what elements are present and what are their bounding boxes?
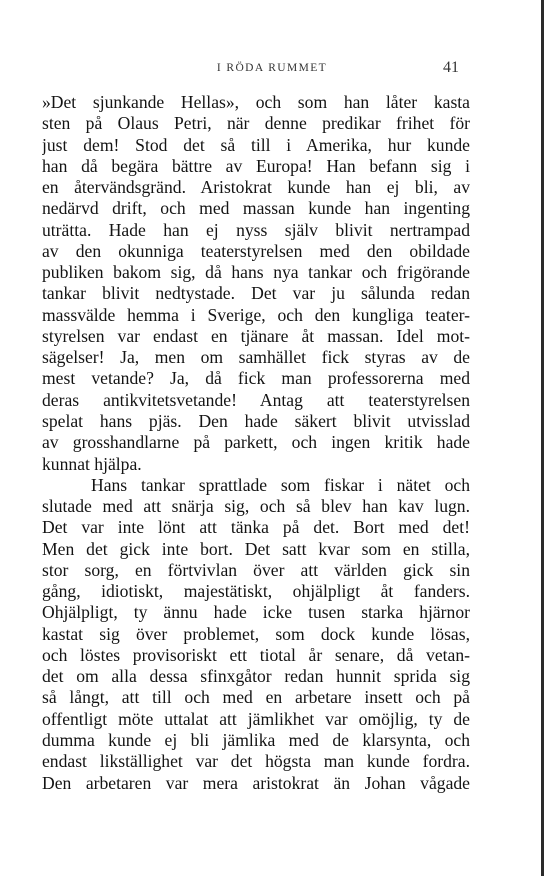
text-line: uträtta. Hade han ej nyss själv blivit nertrampad [42, 219, 470, 240]
text-line: kastat sig över problemet, som dock kunde lösas, [42, 623, 470, 644]
text-line: offentligt möte uttalat att jämlikhet var omöjlig, ty de [42, 708, 470, 729]
text-line: nedärvd drift, och med massan kunde han ingenting [42, 198, 470, 219]
text-line: stor sorg, en förtvivlan över att världen gick sin [42, 559, 470, 580]
text-line: massvälde hemma i Sverige, och den kungliga teater- [42, 304, 470, 325]
text-line: deras antikvitetsvetande! Antag att teaterstyrelsen [42, 389, 470, 410]
text-line: sten på Olaus Petri, när denne predikar frihet för [42, 113, 470, 134]
text-line: just dem! Stod det så till i Amerika, hur kunde [42, 134, 470, 155]
text-line: mest vetande? Ja, då fick man professorerna med [42, 368, 470, 389]
text-line: endast likställighet var det högsta man kunde fordra. [42, 751, 470, 772]
body-text [42, 92, 470, 794]
text-line: slutade med att snärja sig, och så blev han kav lugn. [42, 496, 470, 517]
text-line: styrelsen var endast en tjänare åt massan. Idel mot- [42, 325, 470, 346]
text-line: Det var inte lönt att tänka på det. Bort med det! [42, 517, 470, 538]
page-number: 41 [443, 59, 459, 76]
text-line: kunnat hjälpa. [42, 453, 142, 474]
text-line: så långt, att till och med en arbetare insett och på [42, 687, 470, 708]
running-head [0, 59, 544, 82]
running-title: I RÖDA RUMMET [216, 62, 328, 74]
text-line: gång, idiotiskt, majestätiskt, ohjälpligt åt fanders. [42, 581, 470, 602]
text-line: publiken bakom sig, då hans nya tankar och frigörande [42, 262, 470, 283]
text-line: av grosshandlarne på parkett, och ingen kritik hade [42, 432, 470, 453]
text-line: och löstes provisoriskt ett tiotal år senare, då vetan- [42, 644, 470, 665]
text-line: en återvändsgränd. Aristokrat kunde han ej bli, av [42, 177, 470, 198]
text-line: spelat hans pjäs. Den hade säkert blivit utvisslad [42, 410, 470, 431]
text-line: Hans tankar sprattlade som fiskar i nätet och [91, 474, 470, 495]
text-line: Ohjälpligt, ty ännu hade icke tusen starka hjärnor [42, 602, 470, 623]
text-line: dumma kunde ej bli jämlika med de klarsynta, och [42, 729, 470, 750]
text-line: Men det gick inte bort. Det satt kvar som en stilla, [42, 538, 470, 559]
text-line: »Det sjunkande Hellas», och som han låter kasta [42, 92, 470, 112]
text-line: tankar blivit nedtystade. Det var ju sålunda redan [42, 283, 470, 304]
text-line: sägelser! Ja, men om samhället fick styras av de [42, 347, 470, 368]
text-line: det om alla dessa sfinxgåtor redan hunnit sprida sig [42, 666, 470, 687]
text-line: av den okunniga teaterstyrelsen med den obildade [42, 240, 470, 261]
text-line: han då begära bättre av Europa! Han befann sig i [42, 155, 470, 176]
text-line: Den arbetaren var mera aristokrat än Johan vågade [42, 772, 470, 793]
